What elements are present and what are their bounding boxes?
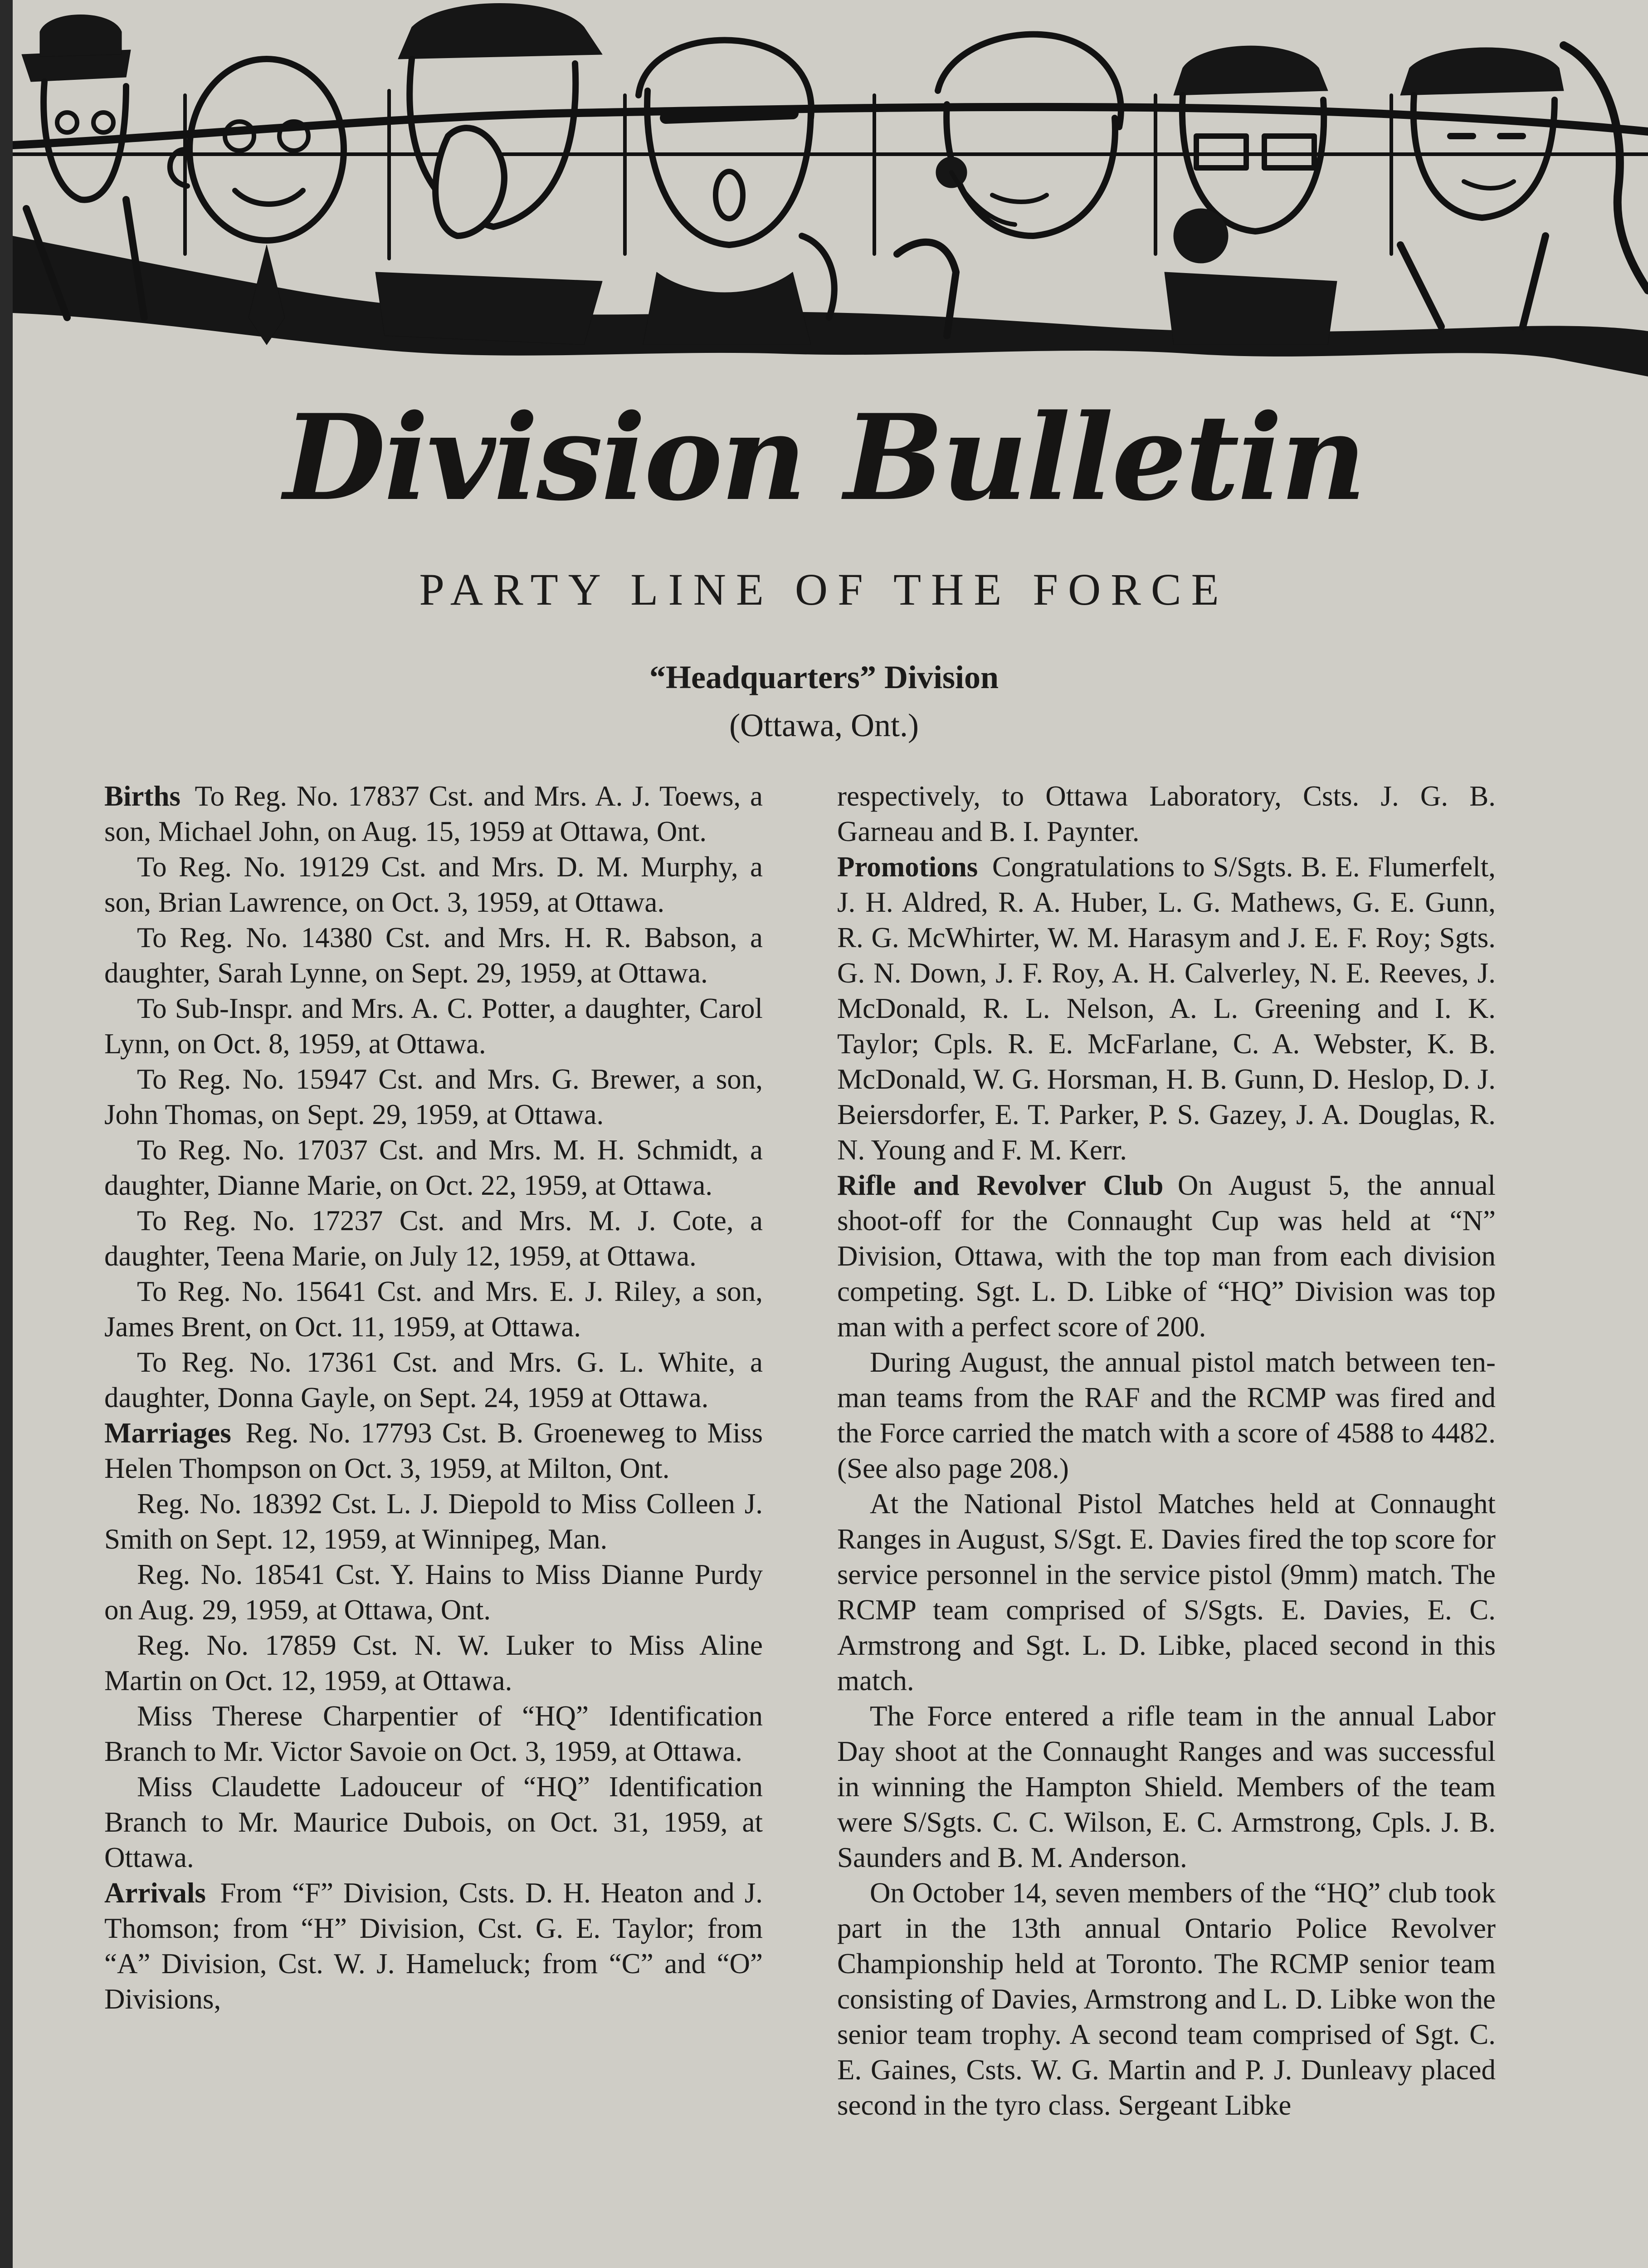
paragraph <box>104 1769 763 1875</box>
paragraph <box>104 1061 763 1132</box>
paragraph-text: Reg. No. 17793 Cst. B. Groeneweg to Miss Helen Thompson on Oct. 3, 1959, at Milton, Ont. <box>104 1417 763 1484</box>
paragraph <box>104 1557 763 1628</box>
paragraph-text: Reg. No. 18541 Cst. Y. Hains to Miss Dianne Purdy on Aug. 29, 1959, at Ottawa, Ont. <box>104 1559 763 1626</box>
paragraph-text: On October 14, seven members of the “HQ” club took part in the 13th annual Ontario Police Revolver Championship held at Toronto. The RCMP senior team consisting of Davies, Armstrong and L. D. Libke won the senior team trophy. A second team comprised of Sgt. C. E. Gaines, Csts. W. G. Martin and P. J. Dunleavy placed second in the tyro class. Sergeant Libke <box>837 1877 1496 2121</box>
paragraph-heading: Promotions <box>837 851 978 883</box>
paragraph <box>837 1344 1496 1486</box>
paragraph <box>104 1203 763 1274</box>
paragraph-text: respectively, to Ottawa Laboratory, Csts. J. G. B. Garneau and B. I. Paynter. <box>837 780 1496 847</box>
paragraph-text: Reg. No. 17859 Cst. N. W. Luker to Miss Aline Martin on Oct. 12, 1959, at Ottawa. <box>104 1629 763 1696</box>
paragraph-text: Congratulations to S/Sgts. B. E. Flumerfelt, J. H. Aldred, R. A. Huber, L. G. Mathews, G. E. Gunn, R. G. McWhirter, W. M. Harasym and J. E. F. Roy; Sgts. G. N. Down, J. F. Roy, A. H. Calverley, N. E. Reeves, J. McDonald, R. L. Nelson, A. L. Greening and I. K. Taylor; Cpls. R. E. McFarlane, C. A. Webster, K. B. McDonald, W. G. Horsman, H. B. Gunn, D. Heslop, D. J. Beiersdorfer, E. T. Parker, P. S. Gazey, J. A. Douglas, R. N. Young and F. M. Kerr. <box>837 851 1496 1166</box>
paragraph <box>837 778 1496 849</box>
paragraph <box>104 1274 763 1344</box>
masthead-subtitle: PARTY LINE OF THE FORCE <box>419 564 1229 615</box>
paragraph <box>104 991 763 1061</box>
paragraph <box>837 849 1496 1168</box>
paragraph-heading: Rifle and Revolver Club <box>837 1169 1164 1201</box>
paragraph <box>104 1628 763 1698</box>
paragraph-text: To Reg. No. 14380 Cst. and Mrs. H. R. Babson, a daughter, Sarah Lynne, on Sept. 29, 1959, at Ottawa. <box>104 922 763 989</box>
paragraph-text: At the National Pistol Matches held at Connaught Ranges in August, S/Sgt. E. Davies fired the top score for service personnel in the service pistol (9mm) match. The RCMP team comprised of S/Sgts. E. Davies, E. C. Armstrong and Sgt. L. D. Libke, placed second in this match. <box>837 1488 1496 1696</box>
paragraph <box>104 1698 763 1769</box>
paragraph <box>104 1486 763 1557</box>
paragraph-text: On August 5, the annual shoot-off for the Connaught Cup was held at “N” Division, Ottawa, with the top man from each division competing. Sgt. L. D. Libke of “HQ” Division was top man with a perfect score of 200. <box>837 1169 1496 1343</box>
paragraph <box>104 849 763 920</box>
paragraph-text: To Reg. No. 17237 Cst. and Mrs. M. J. Cote, a daughter, Teena Marie, on July 12, 1959, at Ottawa. <box>104 1205 763 1272</box>
section-location: (Ottawa, Ont.) <box>729 707 919 743</box>
paragraph-text: Miss Claudette Ladouceur of “HQ” Identification Branch to Mr. Maurice Dubois, on Oct. 31, 1959, at Ottawa. <box>104 1771 763 1873</box>
paragraph-text: To Reg. No. 17037 Cst. and Mrs. M. H. Schmidt, a daughter, Dianne Marie, on Oct. 22, 1959, at Ottawa. <box>104 1134 763 1201</box>
section-heading: “Headquarters” Division <box>649 659 999 695</box>
paragraph-heading: Arrivals <box>104 1877 206 1909</box>
paragraph-heading: Births <box>104 780 181 812</box>
paragraph <box>104 1132 763 1203</box>
paragraph <box>104 1415 763 1486</box>
left-column <box>104 778 763 2017</box>
paragraph <box>104 1344 763 1415</box>
page-binding-edge <box>0 0 13 2268</box>
right-column <box>837 778 1496 2123</box>
paragraph-text: To Reg. No. 15947 Cst. and Mrs. G. Brewer, a son, John Thomas, on Sept. 29, 1959, at Ottawa. <box>104 1063 763 1130</box>
paragraph-text: To Reg. No. 17361 Cst. and Mrs. G. L. White, a daughter, Donna Gayle, on Sept. 24, 1959 at Ottawa. <box>104 1346 763 1413</box>
paragraph-text: The Force entered a rifle team in the annual Labor Day shoot at the Connaught Ranges and was successful in winning the Hampton Shield. Members of the team were S/Sgts. C. C. Wilson, E. C. Armstrong, Cpls. J. B. Saunders and B. M. Anderson. <box>837 1700 1496 1873</box>
paragraph-heading: Marriages <box>104 1417 231 1449</box>
paragraph <box>837 1168 1496 1344</box>
paragraph <box>104 778 763 849</box>
paragraph-text: Miss Therese Charpentier of “HQ” Identification Branch to Mr. Victor Savoie on Oct. 3, 1959, at Ottawa. <box>104 1700 763 1767</box>
cartoon-banner-illustration <box>13 0 1648 376</box>
paragraph-text: Reg. No. 18392 Cst. L. J. Diepold to Miss Colleen J. Smith on Sept. 12, 1959, at Winnipeg, Man. <box>104 1488 763 1555</box>
paragraph-text: To Reg. No. 17837 Cst. and Mrs. A. J. Toews, a son, Michael John, on Aug. 15, 1959 at Ottawa, Ont. <box>104 780 763 847</box>
paragraph-text: During August, the annual pistol match between ten-man teams from the RAF and the RCMP was fired and the Force carried the match with a score of 4588 to 4482. (See also page 208.) <box>837 1346 1496 1484</box>
paragraph-text: To Sub-Inspr. and Mrs. A. C. Potter, a daughter, Carol Lynn, on Oct. 8, 1959, at Ottawa. <box>104 992 763 1060</box>
paragraph <box>837 1698 1496 1875</box>
paragraph <box>104 1875 763 2017</box>
paragraph-text: To Reg. No. 15641 Cst. and Mrs. E. J. Riley, a son, James Brent, on Oct. 11, 1959, at Ottawa. <box>104 1276 763 1343</box>
paragraph <box>837 1875 1496 2123</box>
paragraph-text: From “F” Division, Csts. D. H. Heaton and J. Thomson; from “H” Division, Cst. G. E. Taylor; from “A” Division, Cst. W. J. Hameluck; from “C” and “O” Divisions, <box>104 1877 763 2015</box>
paragraph <box>104 920 763 991</box>
paragraph <box>837 1486 1496 1698</box>
masthead-title: Division Bulletin <box>283 389 1365 527</box>
paragraph-text: To Reg. No. 19129 Cst. and Mrs. D. M. Murphy, a son, Brian Lawrence, on Oct. 3, 1959, at Ottawa. <box>104 851 763 918</box>
